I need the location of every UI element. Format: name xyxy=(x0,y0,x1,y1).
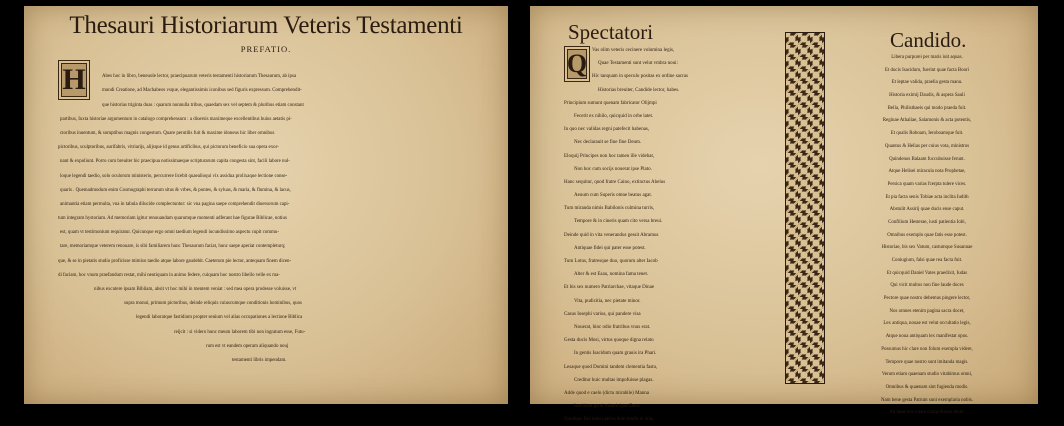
candido-line: Tempore quae nostro sunt imitanda magis. xyxy=(885,359,969,365)
preface-line: est, quam vt testimonium requiratur. Quicunque ergo omni taedium legendi iucundissimo aspectu cupit commu- xyxy=(60,230,279,236)
spectatori-line: Quodque Dei nutu patrias dum tendit in oras, xyxy=(564,417,655,423)
dropcap-q: Q xyxy=(564,46,590,82)
candido-line: Possumus hic clare non folum exempla videre, xyxy=(881,346,973,352)
right-page xyxy=(530,6,1038,423)
candido-line: Omnibus & quaenam sint fugienda modis. xyxy=(885,384,969,390)
preface-line: mundi Creatione, ad Machabeos vsque, elegantissimis iconibus sed figuris expressum. Comprehendit- xyxy=(102,88,302,94)
preface-line: rum est vt eandem operam aliquando nouj xyxy=(206,343,289,349)
preface-line: di faciam, hoc vnum praefandum restat, mihi neutiquam in animo federe, cuiquam hoc nostro libello velle ex ma- xyxy=(58,272,280,278)
preface-line: pictoribus, sculptoribus, aurifabris, vitriarijs, alijsque id genus artificibus, qui pictorum beneficio sua opera exor- xyxy=(58,145,279,151)
candido-line: Ad quae nos vitam compofuisse decet. xyxy=(889,410,965,416)
page-title: Thesauri Historiarum Veteris Testamenti xyxy=(69,12,463,39)
preface-line: nibus excutere ipsam Bibliam, absit vt hoc mihi in mentem veniat : sed mea opera prodesse voluisse, vt xyxy=(94,287,297,292)
preface-line: partibus, Iuxta historiae argumentum in catalogo comprehensum : a diuersis maximeque excellentibus huius aetatis pi- xyxy=(60,116,292,122)
candido-line: Persica quam varias fcerpta tulere vices. xyxy=(887,181,967,187)
spectatori-line: Hanc sequitur, quod fratre Caino, extinctus Abelus xyxy=(564,179,666,185)
preface-line: tum integram hystoriam. Ad memoriam igitur renouandam quarumque momenti adferant hae figurae Biblicae, notius xyxy=(58,216,287,222)
spectatori-line: Et bis sex numero Patriarchae, vitaque Dinae xyxy=(564,285,655,291)
dropcap-h: H xyxy=(58,60,90,100)
spectatori-line: Alter & est Esau, nomina fama tenet. xyxy=(574,272,649,278)
candido-line: Atque Helisei miracula nota Prophetae, xyxy=(888,169,966,175)
spectatori-line: Deinde quid in vita venerandus gessit Abramus xyxy=(564,232,659,238)
spectatori-line: Tum miranda nimis Babilonis culmina turris, xyxy=(564,206,655,212)
spectatori-line: In gentis Isacidum quam grauis ira Phari. xyxy=(574,351,657,357)
candido-line: Omnibus exemplo quae fatis esse potest. xyxy=(887,232,967,238)
spectatori-line: Tum Lotus, fratresque duo, quorum alter Iacob xyxy=(564,259,658,264)
candido-line: Historiae, bis sex Vatum, castumque Susannae xyxy=(881,245,973,251)
spectatori-line: Principium sumunt quenam fabricator Olijmpi xyxy=(564,100,657,106)
candido-title: Candido. xyxy=(890,28,967,52)
spectatori-line: Eloquij Principes non hoc tamen ille videbat, xyxy=(564,153,655,159)
preface-line: Abes hoc in libro, beneuole lector, praecipuarum veteris testamenti historiarum Thesaurum, ab ipsa xyxy=(102,74,297,80)
spectatori-line: Casus Iosephi varius, qui pandere visa xyxy=(564,311,641,317)
spectatori-line: Hic tanquam in speculo positas ex ordine sacras xyxy=(592,74,688,80)
candido-line: Historia eximij Daudis, & aspera Sauli xyxy=(889,93,965,99)
candido-line: Abstulit Assirij quae ducis ense caput. xyxy=(889,207,965,213)
preface-line: legendi laboratque fastidium propter senium vel alias occupationes a lectione Biblica xyxy=(136,315,303,321)
ornamental-border xyxy=(785,32,825,384)
spectatori-title: Spectatori xyxy=(568,20,654,44)
spectatori-line: Nouerat, hinc odio fratribus vnus erat. xyxy=(574,324,651,330)
candido-line: Et ducis Isacidum, fuerint quae facta Boori xyxy=(884,67,970,73)
spectatori-line: Isacidum genti miserit ipse Deus. xyxy=(574,404,641,410)
candido-line: Quantus & Helias per cuius vota, ministros xyxy=(884,143,970,149)
candido-line: Coniugium, falsi quae rea facta fuit. xyxy=(891,258,963,263)
spectatori-line: Antiquae fidei qui pater esse potest. xyxy=(574,245,646,251)
candido-line: Et leptae valida, praelia gesta manu. xyxy=(891,80,963,86)
candido-line: Et pia facta senis Tobiae acta inclita Iudith xyxy=(885,194,969,200)
candido-line: Et quicquid Daniel Vates praedixit, Iudas xyxy=(886,270,968,276)
preface-line: loque legendi taedio, solo oculorum ministerio, percurrere licebit quaealioqui vix assidua prolixaque lectione conse- xyxy=(60,173,288,179)
left-page xyxy=(24,6,508,404)
preface-line: testamenti libris impendam. xyxy=(232,357,287,363)
candido-line: Reginae Athaliae, Salamonis & acta potentis, xyxy=(882,118,972,124)
preface-text xyxy=(24,56,508,368)
candido-line: Lex antiqua, nouae est velut occultatio legis, xyxy=(883,321,971,327)
candido-line: Bella, Philisthaeis qui modo praeda fuit. xyxy=(887,105,967,111)
spectatori-poem xyxy=(562,44,802,426)
spectatori-line: Fecerit ex nihilo, quicquid in orbe latet. xyxy=(574,113,654,119)
spectatori-line: Nec declarauit se fine fine Deum. xyxy=(574,140,642,146)
spectatori-line: Vas olim veteris cecinere volumina legis, xyxy=(592,48,675,53)
candido-line: Qui vicit multos non fine laude duces xyxy=(890,283,964,289)
spectatori-line: Historias breuiter, Candide lector, habes. xyxy=(598,87,680,93)
candido-line: Atque noua antiquam lex manifestat opus. xyxy=(885,334,969,340)
preface-heading: PREFATIO. xyxy=(240,44,292,54)
preface-line: nant & expoliunt. Porro cum breuiter hic praecipua notissimaeque scripturarum capita congesta sint, facili labore nul- xyxy=(60,159,290,165)
candido-line: Et qualis Roboam, Ieroboamque fuit. xyxy=(890,131,964,137)
candido-line: Nam bene gesta Patrum sunt exemplaria nobis. xyxy=(881,397,973,403)
preface-line: tare, memoriamque veterem renouare, is sibi familiarem hunc Thesaurum faciat, hunc saepe aperiat contempleturq; xyxy=(60,244,286,250)
preface-line: animantia etiam permulta, vna in tabula dilucide complectuntur: sic vna pagina saepe comprehendit diuersorum capi- xyxy=(60,201,290,207)
preface-line: quaris . Quemadmodum enim Cosmographi terrarum situs & vrbes, & pontes, & syluas, & maria, & flumina, & lacus, xyxy=(60,187,291,193)
preface-line: que, & se in pietatis studio proficisse mimiso taedio atque labore gaudebit. Caeterum pie lector, antequam finem dicen- xyxy=(58,258,292,264)
candido-line: Verum etiam quaenam studio vitabimus omni, xyxy=(881,372,973,378)
spectatori-line: Non hoc cum socijs nouerat ipse Plato. xyxy=(574,166,652,172)
preface-line: que historias triginta duas : quarum nonnulla tribus, quaedam sex vel septem & pluribus etiam constant xyxy=(102,102,304,108)
spectatori-line: Adde quod e caelo (dictu mirabile) Manna xyxy=(564,390,649,396)
preface-line: supra monui, primum pictoribus, deinde reliquis cuiuscumque conditionis hominibus, quos xyxy=(124,301,302,307)
spectatori-line: Tempore & in cineris quam cito versa breui. xyxy=(574,219,663,225)
candido-line: Confilium Hesterae, iusti patientia Iobi, xyxy=(888,219,966,225)
spectatori-line: In quo nec validas regni patefecit habenas, xyxy=(564,127,650,133)
spectatori-line: Quae Testamenti sunt velut vmbra noui: xyxy=(598,61,678,67)
candido-line: Libera purpurei per maris iuit aquas. xyxy=(891,55,963,60)
candido-line: Quindenos Balaam fuccubuisse ferunt. xyxy=(889,156,965,162)
preface-line: reijcit : si videro hunc meum laborem tibi non ingratum esse, Futu- xyxy=(174,329,306,335)
spectatori-line: Gesta ducis Mosi, virtus quoque digna relatu xyxy=(564,338,654,344)
preface-line xyxy=(24,56,508,70)
candido-line: Pectore quae nostro debemus pingere lector, xyxy=(883,296,971,302)
candido-poem xyxy=(820,52,1034,420)
spectatori-line: Creditur huic multas impofuisse plagas. xyxy=(574,377,654,383)
candido-line: Nos omnes etenim pagina sacra docet, xyxy=(889,308,965,314)
spectatori-line: Lesaque quod Domini tandem clementia fastu, xyxy=(564,364,658,370)
preface-line: ctoribus inuentum, & sumptibus magnis congestum. Quare perutilis fuit & maxime idoneus hic liber omnibus xyxy=(60,130,275,136)
spectatori-line: Vita, pudicitia, nec pietate minor. xyxy=(574,298,641,304)
spectatori-line: Aeuum cum Superis omne beatus agat. xyxy=(574,193,653,199)
